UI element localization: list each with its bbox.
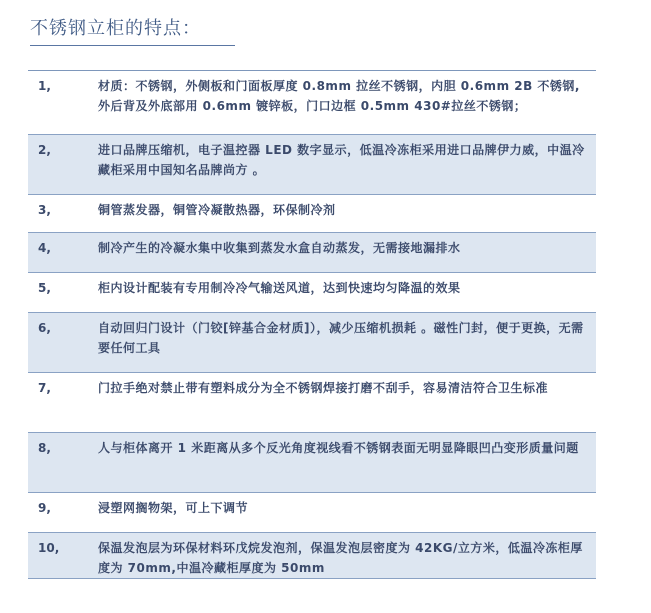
feature-row	[28, 273, 596, 313]
feature-row	[28, 493, 596, 533]
feature-number: 5,	[38, 281, 51, 295]
feature-text: 铜管蒸发器，铜管冷凝散热器，环保制冷剂	[98, 203, 336, 217]
feature-number: 10,	[38, 541, 60, 555]
feature-row	[28, 135, 596, 195]
feature-number: 3,	[38, 203, 51, 217]
feature-text: 门拉手绝对禁止带有塑料成分为全不锈钢焊接打磨不刮手，容易清洁符合卫生标准	[98, 381, 549, 395]
features-table	[28, 70, 596, 579]
feature-row	[28, 313, 596, 373]
feature-row	[28, 533, 596, 579]
page-title: 不锈钢立柜的特点：	[30, 14, 235, 46]
feature-row	[28, 233, 596, 273]
feature-row	[28, 71, 596, 135]
feature-text: 材质：不锈钢，外侧板和门面板厚度 0.8mm 拉丝不锈钢，内胆 0.6mm 2B 不锈钢,外后背及外底部用 0.6mm 镀锌板，门口边框 0.5mm 430#拉丝不锈钢；	[98, 79, 580, 113]
feature-number: 4,	[38, 241, 51, 255]
feature-text: 制冷产生的冷凝水集中收集到蒸发水盒自动蒸发，无需接地漏排水	[98, 241, 461, 255]
feature-row	[28, 373, 596, 433]
feature-text: 进口品牌压缩机，电子温控器 LED 数字显示，低温冷冻柜采用进口品牌伊力威，中温冷藏柜采用中国知名品牌尚方 。	[98, 143, 585, 177]
feature-number: 1,	[38, 79, 51, 93]
feature-number: 6,	[38, 321, 51, 335]
feature-text: 人与柜体离开 1 米距离从多个反光角度视线看不锈钢表面无明显降眼凹凸变形质量问题	[98, 441, 579, 455]
feature-text: 自动回归门设计（门铰[锌基合金材质]），减少压缩机损耗 。磁性门封，便于更换，无需要任何工具	[98, 321, 584, 355]
feature-text: 浸塑网搁物架，可上下调节	[98, 501, 249, 515]
feature-row	[28, 433, 596, 493]
feature-number: 7,	[38, 381, 51, 395]
feature-number: 8,	[38, 441, 51, 455]
feature-number: 9,	[38, 501, 51, 515]
feature-text: 保温发泡层为环保材料环戊烷发泡剂，保温发泡层密度为 42KG/立方米，低温冷冻柜厚度为 70mm,中温冷藏柜厚度为 50mm	[98, 541, 583, 575]
feature-number: 2,	[38, 143, 51, 157]
feature-row	[28, 195, 596, 233]
feature-text: 柜内设计配装有专用制冷冷气输送风道，达到快速均匀降温的效果	[98, 281, 461, 295]
